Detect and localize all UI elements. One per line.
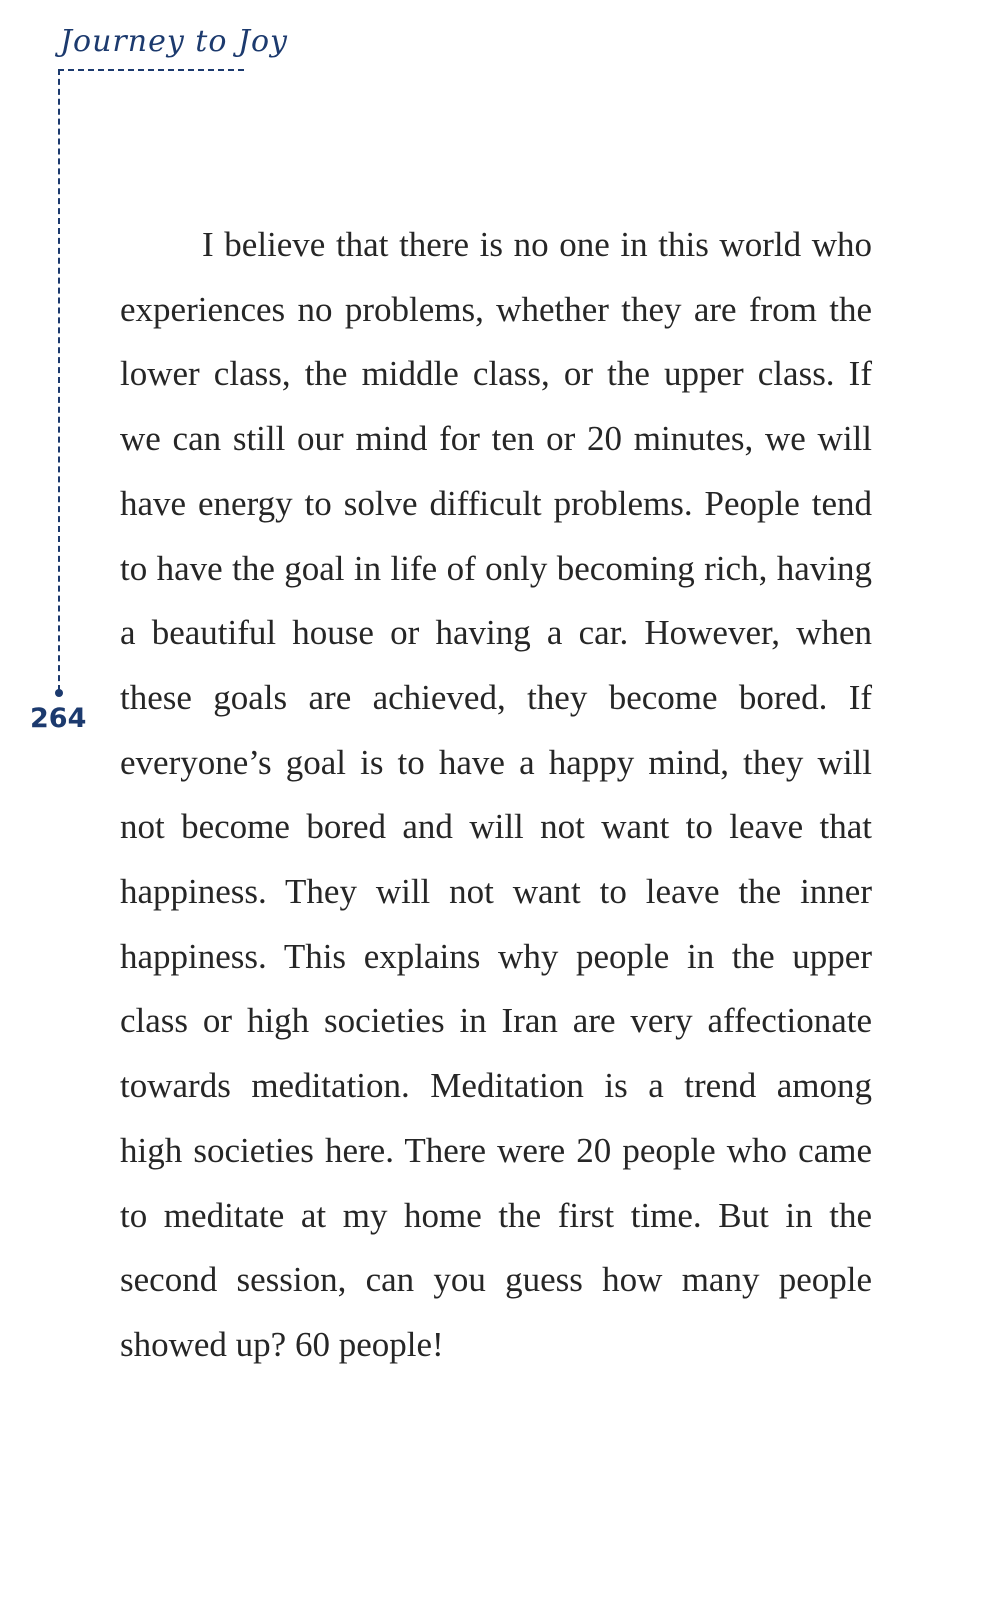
header-dashed-rule xyxy=(58,69,244,71)
body-paragraph: I believe that there is no one in this world who experiences no problems, whether they are from the lower class, the middle class, or the upper class. If we can still our mind for ten or 20 minutes, we will have energy to solve difficult problems. People tend to have the goal in life of only becoming rich, having a beautiful house or having a car. However, when these goals are achieved, they become bored. If everyone’s goal is to have a happy mind, they will not become bored and will not want to leave that happiness. They will not want to leave the inner happiness. This explains why people in the upper class or high societies in Iran are very affectionate towards meditation. Meditation is a trend among high societies here. There were 20 people who came to meditate at my home the first time. But in the second session, can you guess how many people showed up? 60 people! xyxy=(120,225,872,1364)
running-header-title: Journey to Joy xyxy=(60,24,288,59)
margin-dashed-rule xyxy=(58,69,60,691)
page-number: 264 xyxy=(30,703,87,734)
margin-rule-dot xyxy=(55,689,63,697)
